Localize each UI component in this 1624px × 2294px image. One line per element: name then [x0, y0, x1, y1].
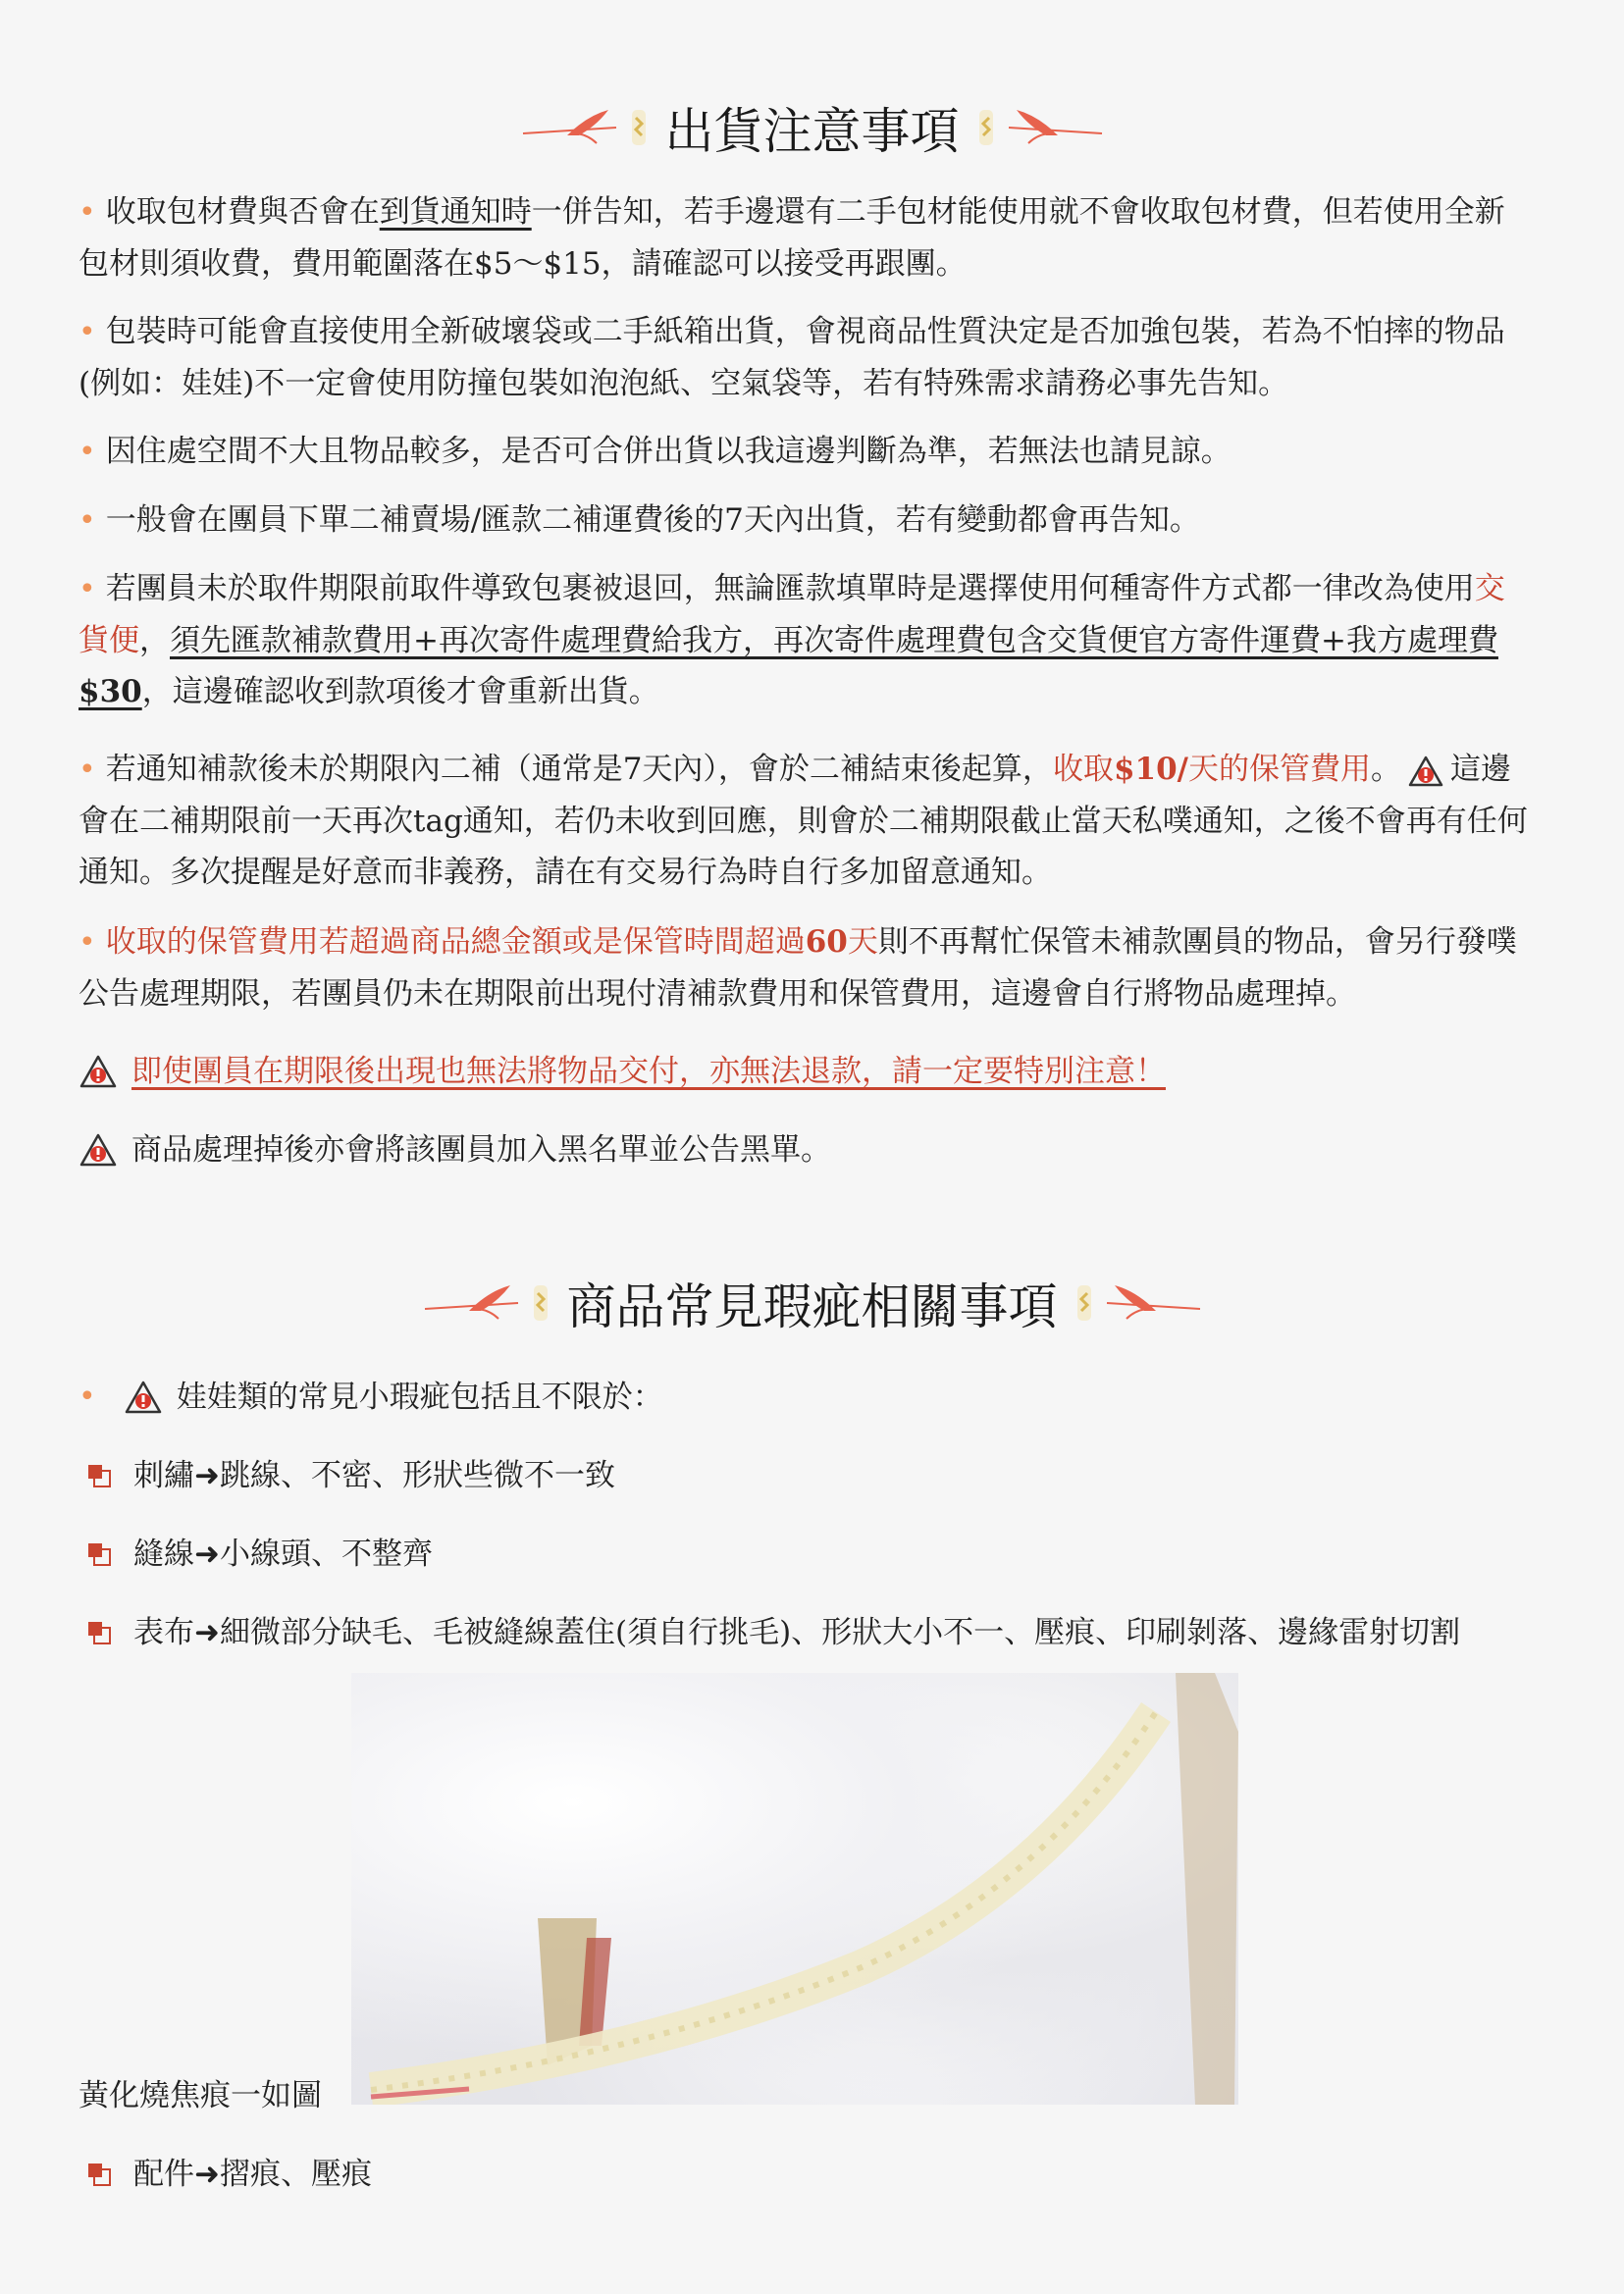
bird-ornament-icon [420, 1281, 528, 1325]
photo-caption: 黃化燒焦痕一如圖 [79, 2078, 322, 2113]
list-item: 配件➜摺痕、壓痕 [86, 2149, 1539, 2200]
bird-ornament-icon [1097, 1281, 1205, 1325]
section-title: 出貨注意事項 [664, 103, 960, 160]
bullet-icon: • [79, 1380, 96, 1414]
bullet-icon: • [79, 435, 96, 469]
section-title: 商品常見瑕疵相關事項 [566, 1278, 1058, 1335]
bullet-icon: • [79, 925, 96, 960]
warning-icon [124, 1380, 163, 1415]
list-item: 刺繡➜跳線、不密、形狀些微不一致 [86, 1450, 1539, 1501]
bullet-icon: • [79, 195, 96, 230]
warning-no-refund: 即使團員在期限後出現也無法將物品交付，亦無法退款，請一定要特別注意！ [79, 1046, 1531, 1097]
warning-icon [79, 1132, 118, 1168]
paragraph-combine-shipping: • 因住處空間不大且物品較多，是否可合併出貨以我這邊判斷為準，若無法也請見諒。 [79, 434, 1231, 469]
list-item: 縫線➜小線頭、不整齊 [86, 1529, 1539, 1580]
defects-intro: • 娃娃類的常見小瑕疵包括且不限於： [79, 1372, 1531, 1423]
checkbox-square-icon [86, 1463, 112, 1488]
paragraph-storage-limit: • 收取的保管費用若超過商品總金額或是保管時間超過60天則不再幫忙保管未補款團員的物品，會另行發噗公告處理期限，若團員仍未在期限前出現付清補款費用和保管費用，這邊會自行將物品處理掉。 [79, 924, 1517, 1012]
scroll-ornament-icon [1072, 1281, 1097, 1325]
plush-seam-illustration [351, 1673, 1238, 2105]
paragraph-storage-fee: • 若通知補款後未於期限內二補（通常是7天內），會於二補結束後起算，收取$10/天的保管費用。 這邊會在二補期限前一天再次tag通知，若仍未收到回應，則會於二補期限截止當天私噗通知，之後不會再有任何通知。多次提醒是好意而非義務，請在有交易行為時自行多加留意通知。 [79, 752, 1528, 890]
scroll-ornament-icon [973, 106, 999, 149]
bird-ornament-icon [999, 106, 1107, 149]
paragraph-returned-parcel: • 若團員未於取件期限前取件導致包裹被退回，無論匯款填單時是選擇使用何種寄件方式都一律改為使用交貨便，須先匯款補款費用+再次寄件處理費給我方，再次寄件處理費包含交貨便官方寄件運費+我方處理費$30，這邊確認收到款項後才會重新出貨。 [79, 571, 1505, 709]
warning-icon [79, 1054, 118, 1089]
scroll-ornament-icon [528, 1281, 553, 1325]
warning-icon [1407, 755, 1444, 788]
paragraph-packing-fee: • 收取包材費與否會在到貨通知時一併告知，若手邊還有二手包材能使用就不會收取包材費，但若使用全新包材則須收費，費用範圍落在$5～$15，請確認可以接受再跟團。 [79, 194, 1505, 282]
paragraph-shipping-time: • 一般會在團員下單二補賣場/匯款二補運費後的7天內出貨，若有變動都會再告知。 [79, 502, 1200, 538]
defect-photo [351, 1673, 1238, 2105]
bullet-icon: • [79, 572, 96, 606]
checkbox-square-icon [86, 1541, 112, 1567]
list-item: 表布➜細微部分缺毛、毛被縫線蓋住(須自行挑毛)、形狀大小不一、壓痕、印刷剝落、邊緣雷射切割 [86, 1607, 1539, 1658]
section-heading-defects [0, 1274, 1624, 1335]
scroll-ornament-icon [626, 106, 652, 149]
bird-ornament-icon [518, 106, 626, 149]
bullet-icon: • [79, 503, 96, 538]
section-heading-shipping [0, 98, 1624, 160]
checkbox-square-icon [86, 1620, 112, 1645]
bullet-icon: • [79, 315, 96, 349]
checkbox-square-icon [86, 2162, 112, 2187]
warning-blacklist: 商品處理掉後亦會將該團員加入黑名單並公告黑單。 [79, 1124, 1531, 1175]
paragraph-packaging: • 包裝時可能會直接使用全新破壞袋或二手紙箱出貨，會視商品性質決定是否加強包裝，若為不怕摔的物品(例如：娃娃)不一定會使用防撞包裝如泡泡紙、空氣袋等，若有特殊需求請務必事先告知。 [79, 314, 1505, 401]
bullet-icon: • [79, 753, 96, 787]
